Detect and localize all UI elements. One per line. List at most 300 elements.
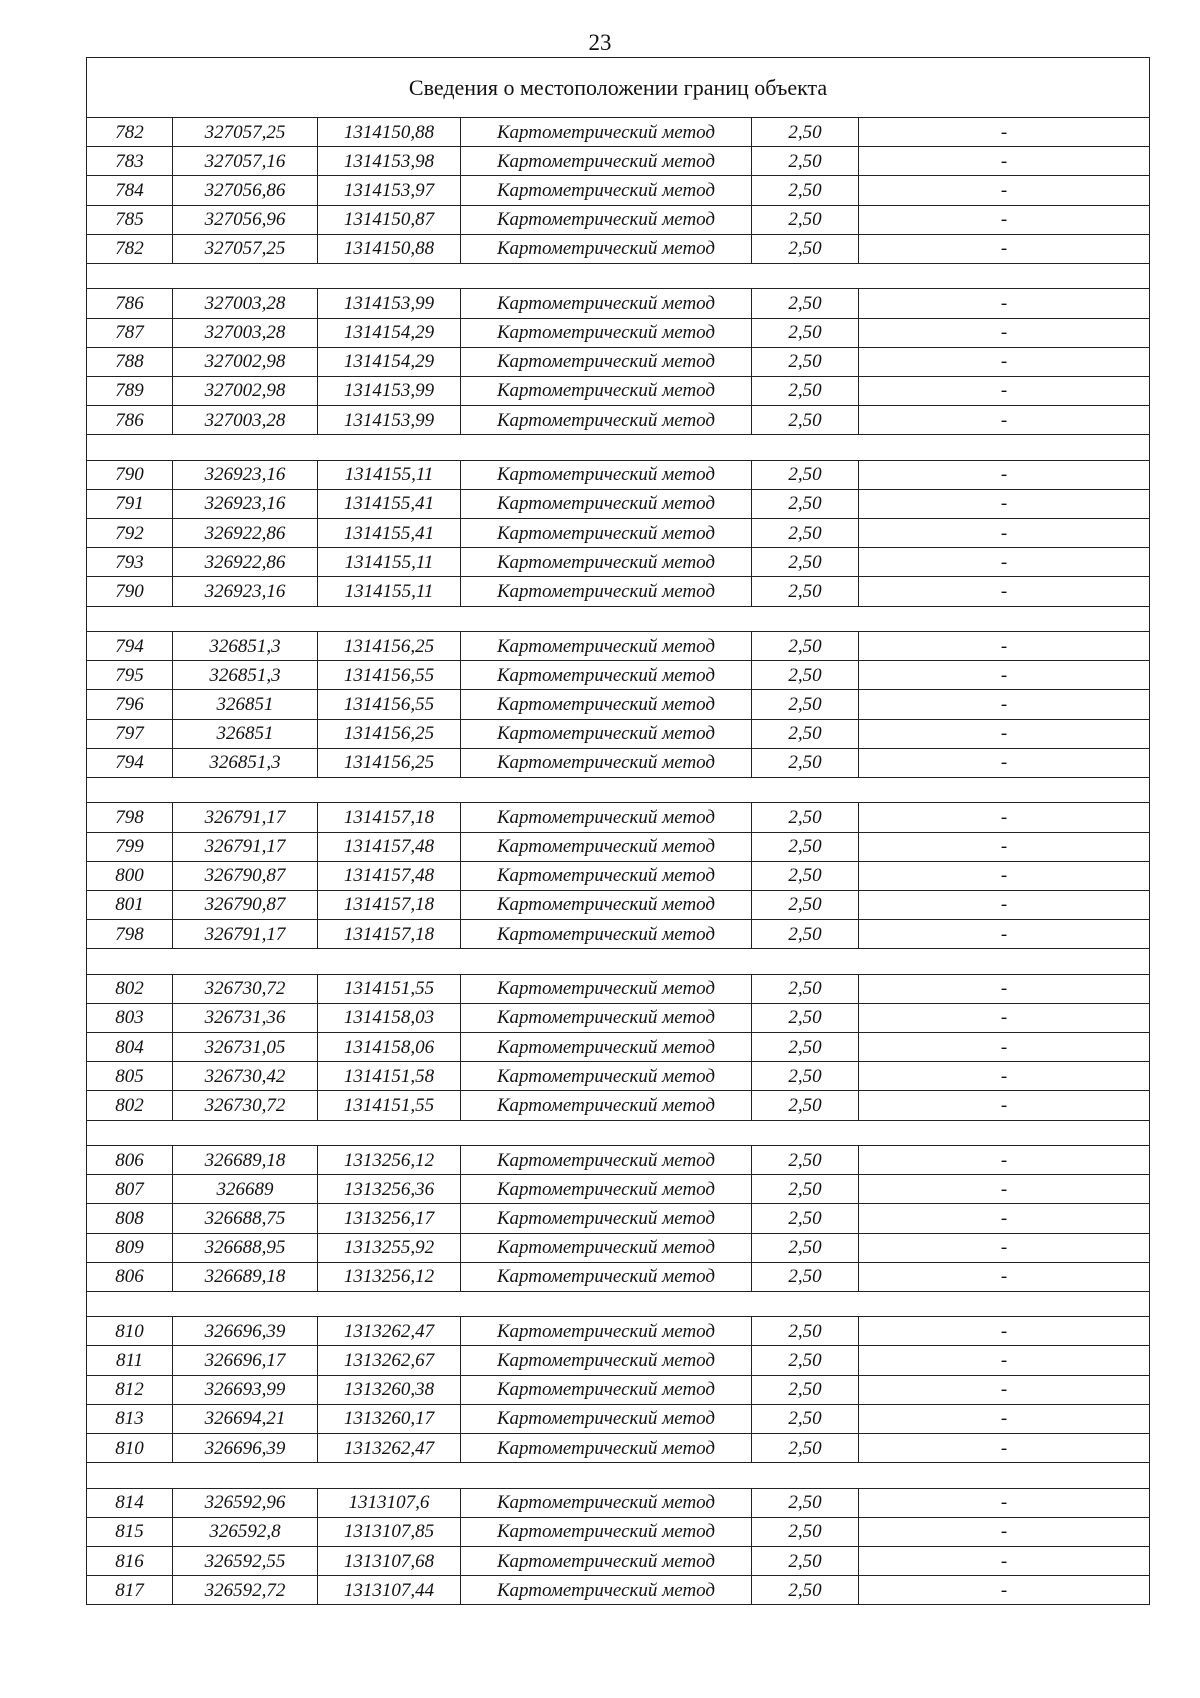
accuracy-cell: 2,50 xyxy=(752,1375,859,1404)
y-coordinate-cell: 1314153,99 xyxy=(318,406,461,435)
group-separator-cell xyxy=(87,1463,1150,1488)
method-cell: Картометрический метод xyxy=(461,118,752,147)
accuracy-cell: 2,50 xyxy=(752,748,859,777)
accuracy-cell: 2,50 xyxy=(752,690,859,719)
table-row xyxy=(87,489,1150,518)
method-cell: Картометрический метод xyxy=(461,920,752,949)
table-row xyxy=(87,376,1150,405)
group-separator-row xyxy=(87,435,1150,460)
x-coordinate-cell: 326693,99 xyxy=(173,1375,318,1404)
y-coordinate-cell: 1313260,17 xyxy=(318,1404,461,1433)
group-separator-cell xyxy=(87,1120,1150,1145)
y-coordinate-cell: 1313107,44 xyxy=(318,1576,461,1605)
description-cell: - xyxy=(859,631,1150,660)
x-coordinate-cell: 327057,25 xyxy=(173,234,318,263)
point-number-cell: 803 xyxy=(87,1003,173,1032)
point-number-cell: 791 xyxy=(87,489,173,518)
description-cell: - xyxy=(859,1576,1150,1605)
method-cell: Картометрический метод xyxy=(461,1262,752,1291)
y-coordinate-cell: 1314151,58 xyxy=(318,1062,461,1091)
x-coordinate-cell: 327056,96 xyxy=(173,205,318,234)
point-number-cell: 788 xyxy=(87,347,173,376)
method-cell: Картометрический метод xyxy=(461,690,752,719)
y-coordinate-cell: 1314150,88 xyxy=(318,234,461,263)
accuracy-cell: 2,50 xyxy=(752,1233,859,1262)
accuracy-cell: 2,50 xyxy=(752,205,859,234)
point-number-cell: 784 xyxy=(87,176,173,205)
accuracy-cell: 2,50 xyxy=(752,234,859,263)
method-cell: Картометрический метод xyxy=(461,205,752,234)
table-row xyxy=(87,920,1150,949)
description-cell: - xyxy=(859,1175,1150,1204)
method-cell: Картометрический метод xyxy=(461,1175,752,1204)
table-row xyxy=(87,1262,1150,1291)
method-cell: Картометрический метод xyxy=(461,1003,752,1032)
x-coordinate-cell: 326730,42 xyxy=(173,1062,318,1091)
description-cell: - xyxy=(859,661,1150,690)
point-number-cell: 811 xyxy=(87,1346,173,1375)
point-number-cell: 802 xyxy=(87,1091,173,1120)
point-number-cell: 785 xyxy=(87,205,173,234)
y-coordinate-cell: 1314157,18 xyxy=(318,890,461,919)
y-coordinate-cell: 1314153,98 xyxy=(318,147,461,176)
x-coordinate-cell: 326790,87 xyxy=(173,890,318,919)
description-cell: - xyxy=(859,519,1150,548)
y-coordinate-cell: 1314156,25 xyxy=(318,748,461,777)
x-coordinate-cell: 326851,3 xyxy=(173,631,318,660)
table-row xyxy=(87,861,1150,890)
accuracy-cell: 2,50 xyxy=(752,1091,859,1120)
method-cell: Картометрический метод xyxy=(461,376,752,405)
y-coordinate-cell: 1314154,29 xyxy=(318,318,461,347)
description-cell: - xyxy=(859,1404,1150,1433)
table-body xyxy=(87,58,1150,1605)
accuracy-cell: 2,50 xyxy=(752,118,859,147)
description-cell: - xyxy=(859,1091,1150,1120)
table-row xyxy=(87,1576,1150,1605)
table-row xyxy=(87,1346,1150,1375)
point-number-cell: 786 xyxy=(87,406,173,435)
table-row xyxy=(87,1091,1150,1120)
description-cell: - xyxy=(859,147,1150,176)
method-cell: Картометрический метод xyxy=(461,1375,752,1404)
x-coordinate-cell: 327002,98 xyxy=(173,347,318,376)
point-number-cell: 782 xyxy=(87,234,173,263)
y-coordinate-cell: 1313262,67 xyxy=(318,1346,461,1375)
method-cell: Картометрический метод xyxy=(461,748,752,777)
group-separator-row xyxy=(87,606,1150,631)
description-cell: - xyxy=(859,176,1150,205)
x-coordinate-cell: 326851,3 xyxy=(173,661,318,690)
x-coordinate-cell: 326688,95 xyxy=(173,1233,318,1262)
description-cell: - xyxy=(859,920,1150,949)
point-number-cell: 815 xyxy=(87,1517,173,1546)
table-row xyxy=(87,460,1150,489)
group-separator-cell xyxy=(87,1291,1150,1316)
table-row xyxy=(87,289,1150,318)
point-number-cell: 794 xyxy=(87,631,173,660)
accuracy-cell: 2,50 xyxy=(752,519,859,548)
table-row xyxy=(87,1434,1150,1463)
x-coordinate-cell: 326922,86 xyxy=(173,519,318,548)
y-coordinate-cell: 1314157,18 xyxy=(318,920,461,949)
table-row xyxy=(87,974,1150,1003)
group-separator-cell xyxy=(87,435,1150,460)
method-cell: Картометрический метод xyxy=(461,1204,752,1233)
point-number-cell: 817 xyxy=(87,1576,173,1605)
x-coordinate-cell: 326791,17 xyxy=(173,920,318,949)
x-coordinate-cell: 327057,25 xyxy=(173,118,318,147)
page-number: 23 xyxy=(588,30,612,55)
x-coordinate-cell: 326923,16 xyxy=(173,577,318,606)
point-number-cell: 805 xyxy=(87,1062,173,1091)
accuracy-cell: 2,50 xyxy=(752,1262,859,1291)
method-cell: Картометрический метод xyxy=(461,1033,752,1062)
table-row xyxy=(87,1145,1150,1174)
x-coordinate-cell: 326592,55 xyxy=(173,1547,318,1576)
method-cell: Картометрический метод xyxy=(461,803,752,832)
group-separator-cell xyxy=(87,263,1150,288)
description-cell: - xyxy=(859,861,1150,890)
y-coordinate-cell: 1314155,11 xyxy=(318,577,461,606)
table-row xyxy=(87,803,1150,832)
description-cell: - xyxy=(859,1033,1150,1062)
y-coordinate-cell: 1314155,11 xyxy=(318,460,461,489)
table-row xyxy=(87,147,1150,176)
x-coordinate-cell: 326696,17 xyxy=(173,1346,318,1375)
description-cell: - xyxy=(859,1204,1150,1233)
description-cell: - xyxy=(859,406,1150,435)
point-number-cell: 808 xyxy=(87,1204,173,1233)
y-coordinate-cell: 1313262,47 xyxy=(318,1317,461,1346)
description-cell: - xyxy=(859,1003,1150,1032)
method-cell: Картометрический метод xyxy=(461,1576,752,1605)
method-cell: Картометрический метод xyxy=(461,519,752,548)
description-cell: - xyxy=(859,890,1150,919)
y-coordinate-cell: 1314154,29 xyxy=(318,347,461,376)
x-coordinate-cell: 326922,86 xyxy=(173,548,318,577)
y-coordinate-cell: 1314158,03 xyxy=(318,1003,461,1032)
y-coordinate-cell: 1314157,18 xyxy=(318,803,461,832)
point-number-cell: 813 xyxy=(87,1404,173,1433)
point-number-cell: 792 xyxy=(87,519,173,548)
y-coordinate-cell: 1313262,47 xyxy=(318,1434,461,1463)
y-coordinate-cell: 1313107,6 xyxy=(318,1488,461,1517)
point-number-cell: 789 xyxy=(87,376,173,405)
method-cell: Картометрический метод xyxy=(461,1233,752,1262)
description-cell: - xyxy=(859,1062,1150,1091)
point-number-cell: 810 xyxy=(87,1317,173,1346)
method-cell: Картометрический метод xyxy=(461,1488,752,1517)
y-coordinate-cell: 1314153,99 xyxy=(318,289,461,318)
boundary-coordinates-table xyxy=(86,57,1150,1605)
point-number-cell: 801 xyxy=(87,890,173,919)
description-cell: - xyxy=(859,318,1150,347)
description-cell: - xyxy=(859,803,1150,832)
accuracy-cell: 2,50 xyxy=(752,1145,859,1174)
accuracy-cell: 2,50 xyxy=(752,1346,859,1375)
method-cell: Картометрический метод xyxy=(461,1091,752,1120)
point-number-cell: 783 xyxy=(87,147,173,176)
accuracy-cell: 2,50 xyxy=(752,974,859,1003)
point-number-cell: 795 xyxy=(87,661,173,690)
x-coordinate-cell: 326592,8 xyxy=(173,1517,318,1546)
method-cell: Картометрический метод xyxy=(461,974,752,1003)
point-number-cell: 787 xyxy=(87,318,173,347)
accuracy-cell: 2,50 xyxy=(752,1488,859,1517)
y-coordinate-cell: 1314151,55 xyxy=(318,974,461,1003)
accuracy-cell: 2,50 xyxy=(752,631,859,660)
accuracy-cell: 2,50 xyxy=(752,1062,859,1091)
x-coordinate-cell: 327003,28 xyxy=(173,406,318,435)
y-coordinate-cell: 1313256,17 xyxy=(318,1204,461,1233)
accuracy-cell: 2,50 xyxy=(752,289,859,318)
y-coordinate-cell: 1313256,12 xyxy=(318,1145,461,1174)
group-separator-row xyxy=(87,1120,1150,1145)
group-separator-cell xyxy=(87,606,1150,631)
accuracy-cell: 2,50 xyxy=(752,1317,859,1346)
method-cell: Картометрический метод xyxy=(461,1346,752,1375)
y-coordinate-cell: 1314150,88 xyxy=(318,118,461,147)
table-row xyxy=(87,1003,1150,1032)
point-number-cell: 793 xyxy=(87,548,173,577)
y-coordinate-cell: 1314157,48 xyxy=(318,861,461,890)
group-separator-cell xyxy=(87,949,1150,974)
y-coordinate-cell: 1313107,68 xyxy=(318,1547,461,1576)
table-row xyxy=(87,1062,1150,1091)
y-coordinate-cell: 1314156,55 xyxy=(318,661,461,690)
x-coordinate-cell: 327002,98 xyxy=(173,376,318,405)
point-number-cell: 804 xyxy=(87,1033,173,1062)
description-cell: - xyxy=(859,1434,1150,1463)
accuracy-cell: 2,50 xyxy=(752,577,859,606)
method-cell: Картометрический метод xyxy=(461,832,752,861)
method-cell: Картометрический метод xyxy=(461,890,752,919)
description-cell: - xyxy=(859,489,1150,518)
point-number-cell: 814 xyxy=(87,1488,173,1517)
point-number-cell: 806 xyxy=(87,1262,173,1291)
method-cell: Картометрический метод xyxy=(461,460,752,489)
table-row xyxy=(87,234,1150,263)
table-title: Сведения о местоположении границ объекта xyxy=(87,58,1150,118)
description-cell: - xyxy=(859,1488,1150,1517)
x-coordinate-cell: 326923,16 xyxy=(173,489,318,518)
point-number-cell: 810 xyxy=(87,1434,173,1463)
description-cell: - xyxy=(859,548,1150,577)
table-title-row xyxy=(87,58,1150,118)
accuracy-cell: 2,50 xyxy=(752,347,859,376)
point-number-cell: 807 xyxy=(87,1175,173,1204)
point-number-cell: 800 xyxy=(87,861,173,890)
accuracy-cell: 2,50 xyxy=(752,719,859,748)
group-separator-row xyxy=(87,777,1150,802)
point-number-cell: 790 xyxy=(87,577,173,606)
method-cell: Картометрический метод xyxy=(461,577,752,606)
accuracy-cell: 2,50 xyxy=(752,1033,859,1062)
method-cell: Картометрический метод xyxy=(461,347,752,376)
method-cell: Картометрический метод xyxy=(461,147,752,176)
description-cell: - xyxy=(859,719,1150,748)
accuracy-cell: 2,50 xyxy=(752,832,859,861)
description-cell: - xyxy=(859,748,1150,777)
x-coordinate-cell: 326790,87 xyxy=(173,861,318,890)
accuracy-cell: 2,50 xyxy=(752,406,859,435)
accuracy-cell: 2,50 xyxy=(752,1404,859,1433)
table-row xyxy=(87,1317,1150,1346)
accuracy-cell: 2,50 xyxy=(752,318,859,347)
y-coordinate-cell: 1314156,25 xyxy=(318,719,461,748)
y-coordinate-cell: 1314155,41 xyxy=(318,519,461,548)
table-row xyxy=(87,1547,1150,1576)
table-row xyxy=(87,347,1150,376)
table-row xyxy=(87,690,1150,719)
accuracy-cell: 2,50 xyxy=(752,1434,859,1463)
table-row xyxy=(87,1033,1150,1062)
accuracy-cell: 2,50 xyxy=(752,147,859,176)
table-row xyxy=(87,1233,1150,1262)
table-row xyxy=(87,719,1150,748)
x-coordinate-cell: 326730,72 xyxy=(173,1091,318,1120)
table-row xyxy=(87,548,1150,577)
x-coordinate-cell: 326694,21 xyxy=(173,1404,318,1433)
table-row xyxy=(87,1488,1150,1517)
y-coordinate-cell: 1314150,87 xyxy=(318,205,461,234)
method-cell: Картометрический метод xyxy=(461,1404,752,1433)
x-coordinate-cell: 326592,72 xyxy=(173,1576,318,1605)
description-cell: - xyxy=(859,577,1150,606)
table-row xyxy=(87,832,1150,861)
accuracy-cell: 2,50 xyxy=(752,803,859,832)
method-cell: Картометрический метод xyxy=(461,289,752,318)
accuracy-cell: 2,50 xyxy=(752,1204,859,1233)
method-cell: Картометрический метод xyxy=(461,1317,752,1346)
description-cell: - xyxy=(859,974,1150,1003)
table-row xyxy=(87,748,1150,777)
x-coordinate-cell: 327003,28 xyxy=(173,318,318,347)
table-row xyxy=(87,1404,1150,1433)
method-cell: Картометрический метод xyxy=(461,318,752,347)
x-coordinate-cell: 326592,96 xyxy=(173,1488,318,1517)
table-row xyxy=(87,205,1150,234)
point-number-cell: 809 xyxy=(87,1233,173,1262)
method-cell: Картометрический метод xyxy=(461,1434,752,1463)
method-cell: Картометрический метод xyxy=(461,861,752,890)
method-cell: Картометрический метод xyxy=(461,176,752,205)
x-coordinate-cell: 326731,05 xyxy=(173,1033,318,1062)
x-coordinate-cell: 326696,39 xyxy=(173,1434,318,1463)
method-cell: Картометрический метод xyxy=(461,489,752,518)
accuracy-cell: 2,50 xyxy=(752,890,859,919)
accuracy-cell: 2,50 xyxy=(752,1547,859,1576)
group-separator-row xyxy=(87,1291,1150,1316)
point-number-cell: 796 xyxy=(87,690,173,719)
point-number-cell: 799 xyxy=(87,832,173,861)
description-cell: - xyxy=(859,1547,1150,1576)
point-number-cell: 786 xyxy=(87,289,173,318)
table-row xyxy=(87,176,1150,205)
accuracy-cell: 2,50 xyxy=(752,1003,859,1032)
method-cell: Картометрический метод xyxy=(461,1062,752,1091)
x-coordinate-cell: 327056,86 xyxy=(173,176,318,205)
accuracy-cell: 2,50 xyxy=(752,1175,859,1204)
x-coordinate-cell: 326696,39 xyxy=(173,1317,318,1346)
y-coordinate-cell: 1314156,25 xyxy=(318,631,461,660)
point-number-cell: 782 xyxy=(87,118,173,147)
description-cell: - xyxy=(859,118,1150,147)
table-row xyxy=(87,661,1150,690)
description-cell: - xyxy=(859,832,1150,861)
method-cell: Картометрический метод xyxy=(461,661,752,690)
table-row xyxy=(87,1517,1150,1546)
point-number-cell: 802 xyxy=(87,974,173,1003)
x-coordinate-cell: 327003,28 xyxy=(173,289,318,318)
method-cell: Картометрический метод xyxy=(461,631,752,660)
accuracy-cell: 2,50 xyxy=(752,1517,859,1546)
description-cell: - xyxy=(859,1262,1150,1291)
table-row xyxy=(87,577,1150,606)
x-coordinate-cell: 327057,16 xyxy=(173,147,318,176)
table-row xyxy=(87,890,1150,919)
accuracy-cell: 2,50 xyxy=(752,460,859,489)
accuracy-cell: 2,50 xyxy=(752,176,859,205)
description-cell: - xyxy=(859,1375,1150,1404)
y-coordinate-cell: 1314158,06 xyxy=(318,1033,461,1062)
description-cell: - xyxy=(859,234,1150,263)
x-coordinate-cell: 326689,18 xyxy=(173,1145,318,1174)
x-coordinate-cell: 326791,17 xyxy=(173,803,318,832)
description-cell: - xyxy=(859,1233,1150,1262)
method-cell: Картометрический метод xyxy=(461,1145,752,1174)
y-coordinate-cell: 1313256,36 xyxy=(318,1175,461,1204)
y-coordinate-cell: 1314153,97 xyxy=(318,176,461,205)
description-cell: - xyxy=(859,205,1150,234)
method-cell: Картометрический метод xyxy=(461,406,752,435)
accuracy-cell: 2,50 xyxy=(752,661,859,690)
y-coordinate-cell: 1313107,85 xyxy=(318,1517,461,1546)
table-row xyxy=(87,118,1150,147)
accuracy-cell: 2,50 xyxy=(752,1576,859,1605)
y-coordinate-cell: 1314155,41 xyxy=(318,489,461,518)
x-coordinate-cell: 326851 xyxy=(173,719,318,748)
x-coordinate-cell: 326688,75 xyxy=(173,1204,318,1233)
description-cell: - xyxy=(859,690,1150,719)
y-coordinate-cell: 1313260,38 xyxy=(318,1375,461,1404)
point-number-cell: 806 xyxy=(87,1145,173,1174)
method-cell: Картометрический метод xyxy=(461,1547,752,1576)
x-coordinate-cell: 326791,17 xyxy=(173,832,318,861)
x-coordinate-cell: 326731,36 xyxy=(173,1003,318,1032)
accuracy-cell: 2,50 xyxy=(752,489,859,518)
y-coordinate-cell: 1314155,11 xyxy=(318,548,461,577)
method-cell: Картометрический метод xyxy=(461,1517,752,1546)
y-coordinate-cell: 1313256,12 xyxy=(318,1262,461,1291)
table-row xyxy=(87,1204,1150,1233)
group-separator-cell xyxy=(87,777,1150,802)
x-coordinate-cell: 326689 xyxy=(173,1175,318,1204)
description-cell: - xyxy=(859,1517,1150,1546)
y-coordinate-cell: 1313255,92 xyxy=(318,1233,461,1262)
description-cell: - xyxy=(859,347,1150,376)
x-coordinate-cell: 326923,16 xyxy=(173,460,318,489)
description-cell: - xyxy=(859,1145,1150,1174)
accuracy-cell: 2,50 xyxy=(752,548,859,577)
point-number-cell: 816 xyxy=(87,1547,173,1576)
point-number-cell: 797 xyxy=(87,719,173,748)
description-cell: - xyxy=(859,1346,1150,1375)
method-cell: Картометрический метод xyxy=(461,234,752,263)
method-cell: Картометрический метод xyxy=(461,719,752,748)
group-separator-row xyxy=(87,263,1150,288)
